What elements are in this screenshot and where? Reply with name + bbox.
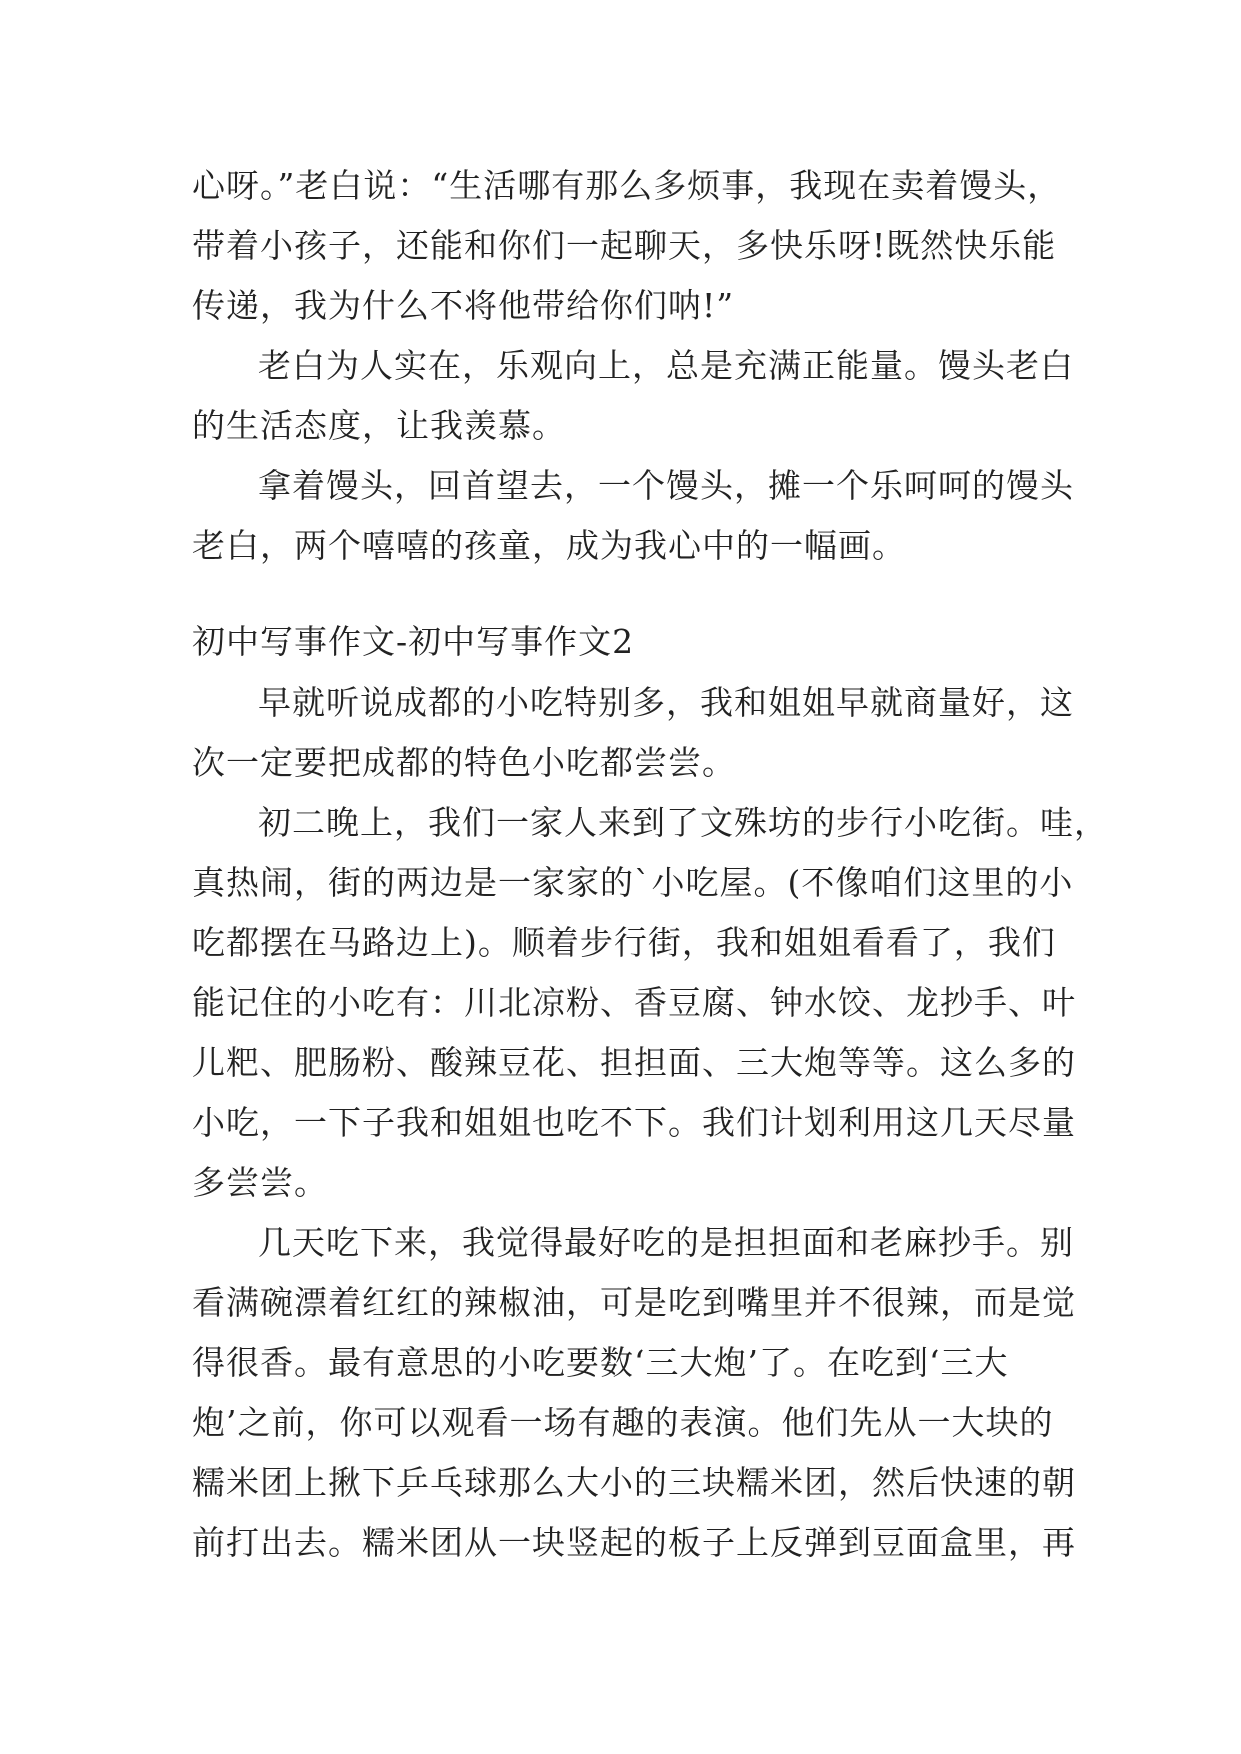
text-line: 儿粑、肥肠粉、酸辣豆花、担担面、三大炮等等。这么多的 <box>192 1043 1076 1082</box>
text-line: 得很香。最有意思的小吃要数‘三大炮’了。在吃到‘三大 <box>192 1343 1009 1382</box>
paragraph-first-line: 拿着馒头，回首望去，一个馒头，摊一个乐呵呵的馒头 <box>258 466 1074 505</box>
text-line: 吃都摆在马路边上)。顺着步行街，我和姐姐看看了，我们 <box>192 923 1056 962</box>
paragraph-first-line: 几天吃下来，我觉得最好吃的是担担面和老麻抄手。别 <box>258 1223 1074 1262</box>
text-line: 看满碗漂着红红的辣椒油，可是吃到嘴里并不很辣，而是觉 <box>192 1283 1076 1322</box>
text-line: 能记住的小吃有：川北凉粉、香豆腐、钟水饺、龙抄手、叶 <box>192 983 1076 1022</box>
text-line: 多尝尝。 <box>192 1163 328 1202</box>
text-line: 小吃，一下子我和姐姐也吃不下。我们计划利用这几天尽量 <box>192 1103 1076 1142</box>
paragraph-first-line: 早就听说成都的小吃特别多，我和姐姐早就商量好，这 <box>258 683 1074 722</box>
text-line: 老白，两个嘻嘻的孩童，成为我心中的一幅画。 <box>192 526 906 565</box>
text-line: 带着小孩子，还能和你们一起聊天，多快乐呀!既然快乐能 <box>192 226 1057 265</box>
text-line: 的生活态度，让我羡慕。 <box>192 406 566 445</box>
text-line: 前打出去。糯米团从一块竖起的板子上反弹到豆面盒里，再 <box>192 1523 1076 1562</box>
text-line: 炮’之前，你可以观看一场有趣的表演。他们先从一大块的 <box>192 1403 1054 1442</box>
paragraph-first-line: 初二晚上，我们一家人来到了文殊坊的步行小吃街。哇， <box>258 803 1108 842</box>
text-line: 次一定要把成都的特色小吃都尝尝。 <box>192 743 736 782</box>
paragraph-first-line: 老白为人实在，乐观向上，总是充满正能量。馒头老白 <box>258 346 1074 385</box>
text-line: 糯米团上揪下乒乓球那么大小的三块糯米团，然后快速的朝 <box>192 1463 1076 1502</box>
text-line: 传递，我为什么不将他带给你们呐!” <box>192 286 735 325</box>
text-line: 真热闹，街的两边是一家家的`小吃屋。(不像咱们这里的小 <box>192 863 1074 902</box>
text-line: 心呀。”老白说：“生活哪有那么多烦事，我现在卖着馒头， <box>192 166 1062 205</box>
section-heading: 初中写事作文-初中写事作文2 <box>192 622 635 661</box>
